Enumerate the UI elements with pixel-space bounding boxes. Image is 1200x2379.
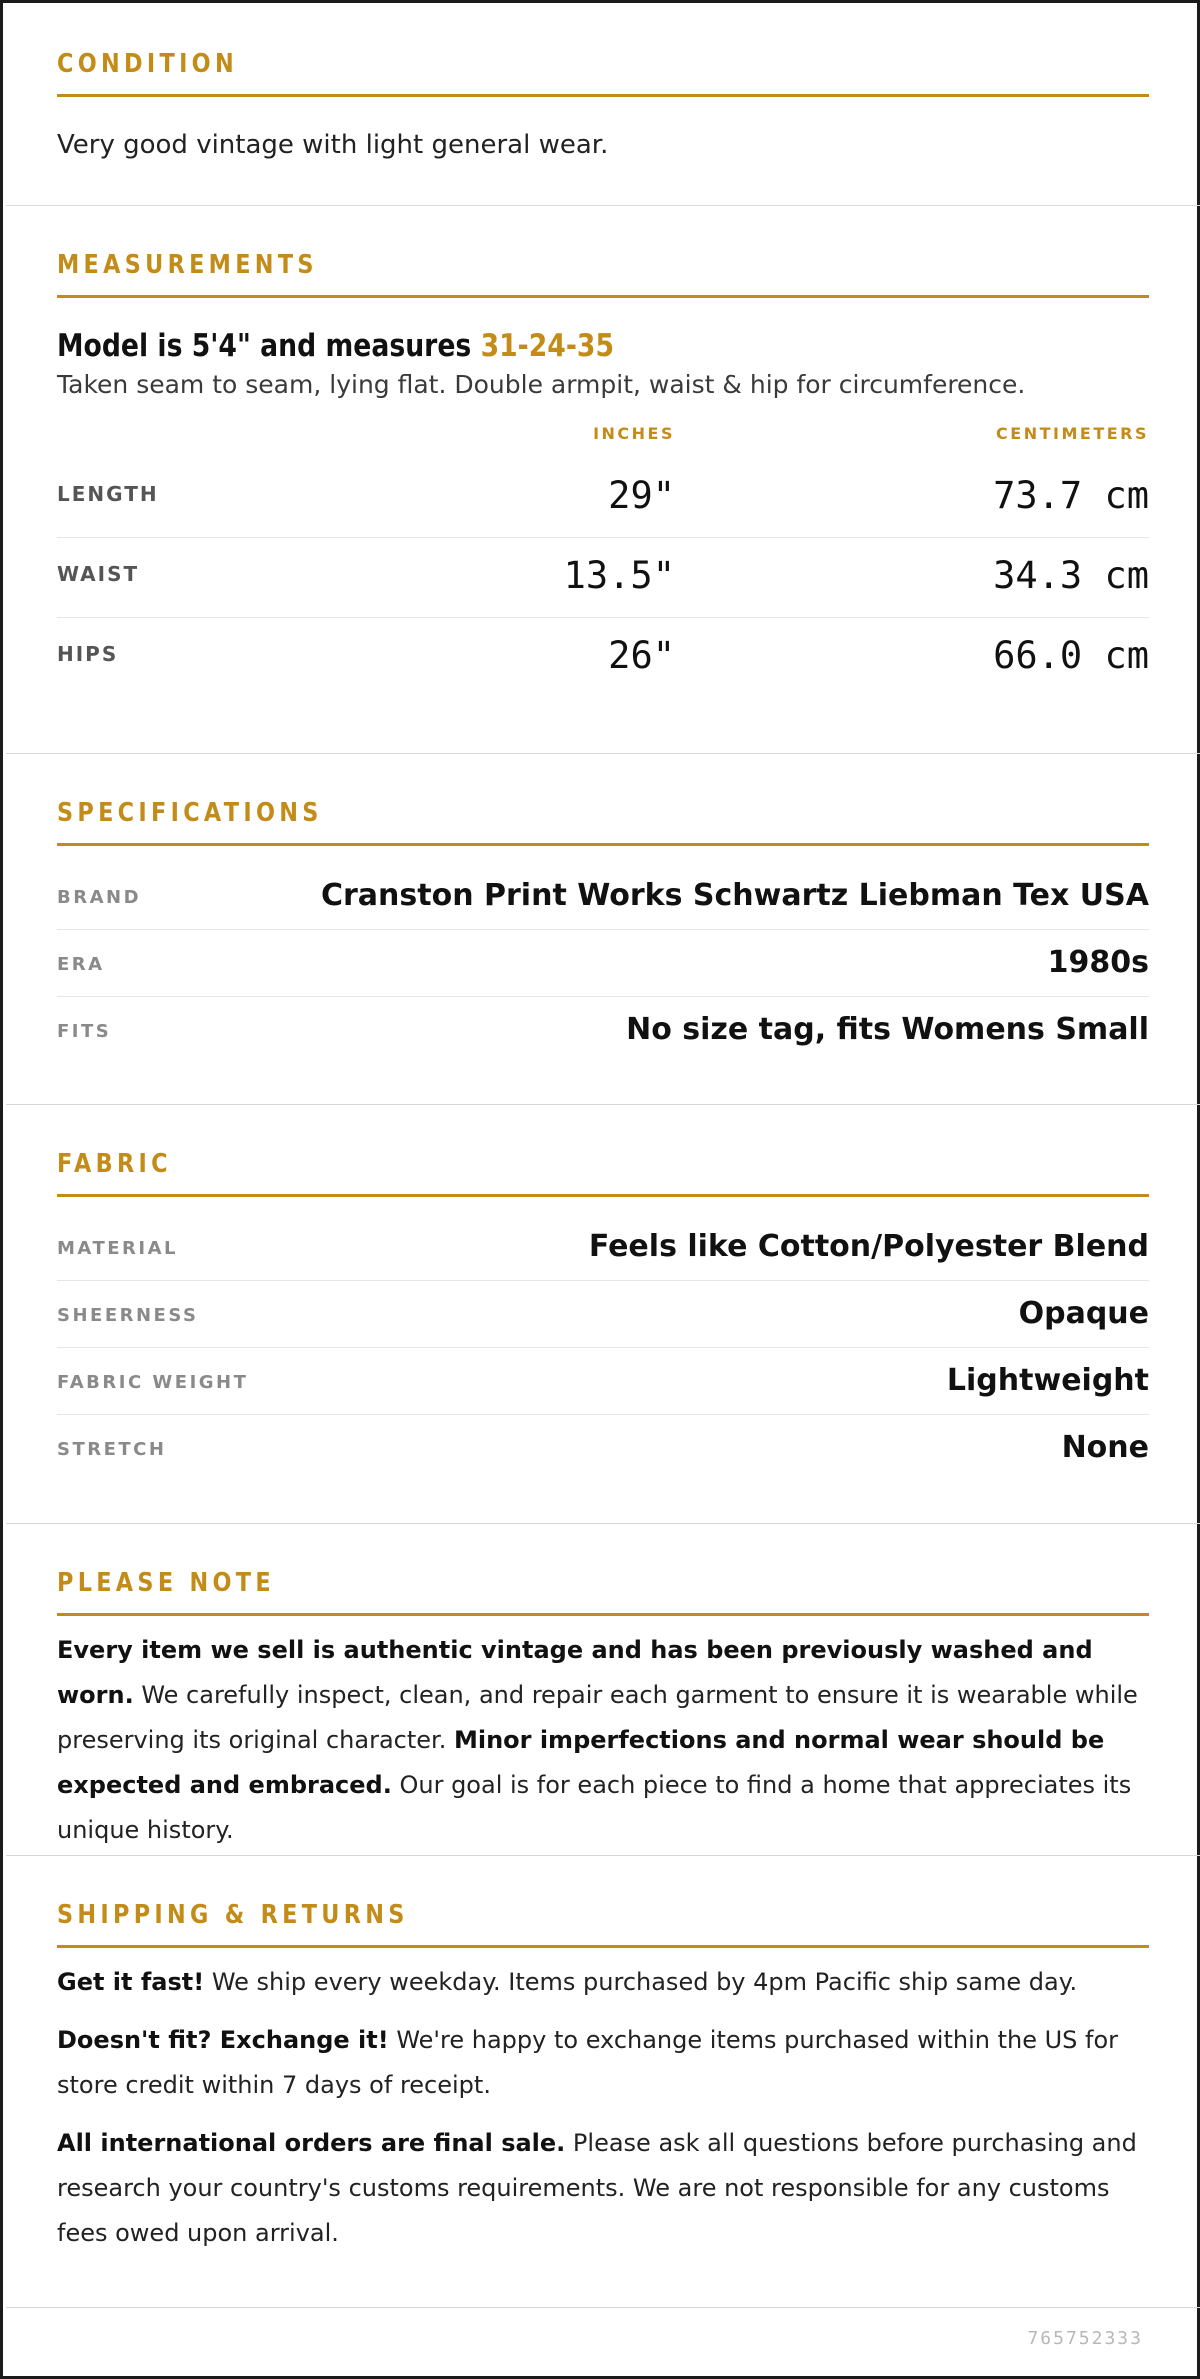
condition-title: CONDITION: [57, 49, 239, 79]
section-divider: [57, 94, 1149, 97]
measurement-label: LENGTH: [57, 482, 159, 506]
measurement-inches: 29": [608, 474, 675, 517]
spec-label: ERA: [57, 954, 105, 975]
spec-label: MATERIAL: [57, 1238, 178, 1259]
spec-label: BRAND: [57, 887, 142, 908]
spec-label: STRETCH: [57, 1439, 167, 1460]
fabric-list: [57, 1214, 1149, 1482]
specifications-list: [57, 863, 1149, 1064]
note-text-1: We carefully inspect, clean, and repair each garment to ensure it is wearable while preserving its original character.: [57, 1681, 1138, 1754]
fabric-section: [6, 1105, 1200, 1524]
measurement-cm: 34.3 cm: [993, 554, 1149, 597]
shipping-paragraph-1: [57, 1960, 1149, 2005]
spec-value: Opaque: [1018, 1296, 1149, 1331]
condition-text: Very good vintage with light general wear.: [57, 130, 609, 160]
shipping-paragraph-3: [57, 2121, 1149, 2256]
shipping-text-1: We ship every weekday. Items purchased by 4pm Pacific ship same day.: [204, 1968, 1078, 1996]
measurement-inches: 13.5": [563, 554, 675, 597]
note-bold-1: Every item we sell is authentic vintage and has been previously washed and worn.: [57, 1636, 1093, 1709]
please-note-section: [6, 1524, 1200, 1856]
model-measure-value: 31-24-35: [480, 328, 615, 364]
spec-value: None: [1061, 1430, 1149, 1465]
shipping-bold-3: All international orders are final sale.: [57, 2129, 566, 2157]
shipping-text-2: We're happy to exchange items purchased within the US for store credit within 7 days of receipt.: [57, 2026, 1119, 2099]
spec-value: Cranston Print Works Schwartz Liebman Tex USA: [321, 878, 1149, 913]
fabric-row-weight: [57, 1348, 1149, 1415]
section-divider: [57, 1613, 1149, 1616]
measurement-label: WAIST: [57, 562, 140, 586]
measurements-subtitle: Taken seam to seam, lying flat. Double armpit, waist & hip for circumference.: [57, 370, 1026, 399]
model-prefix: Model is 5'4" and measures: [57, 328, 472, 364]
specifications-title: SPECIFICATIONS: [57, 798, 323, 828]
note-text-2: Our goal is for each piece to find a home that appreciates its unique history.: [57, 1771, 1132, 1844]
fabric-row-sheerness: [57, 1281, 1149, 1348]
spec-row-brand: [57, 863, 1149, 930]
spec-label: FITS: [57, 1021, 112, 1042]
specifications-section: [6, 754, 1200, 1105]
spec-row-fits: [57, 997, 1149, 1064]
measurement-row: [57, 538, 1149, 618]
shipping-text-3: Please ask all questions before purchasing and research your country's customs requirements. We are not responsible for any customs fees owed upon arrival.: [57, 2129, 1137, 2247]
spec-value: No size tag, fits Womens Small: [626, 1012, 1149, 1047]
spec-value: 1980s: [1047, 945, 1149, 980]
section-divider: [57, 1945, 1149, 1948]
centimeters-column-header: CENTIMETERS: [996, 424, 1149, 443]
section-divider: [57, 1194, 1149, 1197]
measurement-row: [57, 458, 1149, 538]
measurement-inches: 26": [608, 634, 675, 677]
shipping-bold-2: Doesn't fit? Exchange it!: [57, 2026, 389, 2054]
measurements-title: MEASUREMENTS: [57, 250, 318, 280]
measurement-label: HIPS: [57, 642, 119, 666]
section-divider: [57, 295, 1149, 298]
item-id: 765752333: [1027, 2328, 1143, 2349]
spec-row-era: [57, 930, 1149, 997]
section-divider: [57, 843, 1149, 846]
fabric-row-material: [57, 1214, 1149, 1281]
measurements-header: [57, 410, 1149, 458]
measurement-row: [57, 618, 1149, 698]
condition-section: [6, 3, 1200, 206]
measurement-cm: 73.7 cm: [993, 474, 1149, 517]
measurements-section: [6, 206, 1200, 754]
shipping-bold-1: Get it fast!: [57, 1968, 205, 1996]
shipping-returns-section: [6, 1856, 1200, 2308]
spec-value: Lightweight: [946, 1363, 1149, 1398]
fabric-title: FABRIC: [57, 1149, 172, 1179]
spec-label: FABRIC WEIGHT: [57, 1372, 249, 1393]
inches-column-header: INCHES: [593, 424, 675, 443]
fabric-row-stretch: [57, 1415, 1149, 1482]
measurements-table: [57, 410, 1149, 698]
please-note-text: [57, 1628, 1149, 1853]
model-measurements: [57, 326, 614, 366]
spec-value: Feels like Cotton/Polyester Blend: [588, 1229, 1149, 1264]
measurement-cm: 66.0 cm: [993, 634, 1149, 677]
shipping-paragraph-2: [57, 2018, 1149, 2108]
shipping-title: SHIPPING & RETURNS: [57, 1900, 409, 1930]
note-bold-2: Minor imperfections and normal wear should be expected and embraced.: [57, 1726, 1105, 1799]
please-note-title: PLEASE NOTE: [57, 1568, 275, 1598]
spec-label: SHEERNESS: [57, 1305, 199, 1326]
